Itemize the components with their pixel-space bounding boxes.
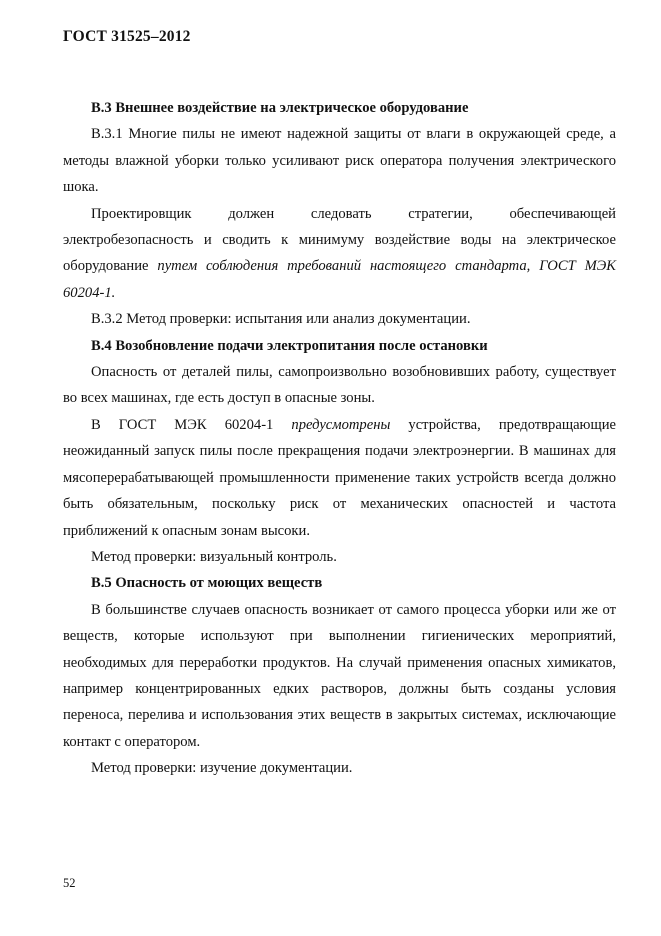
clause-b3-2: В.3.2 Метод проверки: испытания или анализ документации.: [91, 311, 471, 328]
method-b4: Метод проверки: визуальный контроль.: [91, 548, 337, 565]
section-b5-heading: В.5 Опасность от моющих веществ: [91, 575, 323, 592]
paragraph-b4-2-italic: предусмотрены: [291, 416, 391, 433]
method-b5: Метод проверки: изучение документации.: [91, 760, 353, 777]
page-number: 52: [63, 876, 76, 890]
clause-b3-1: В.3.1 Многие пилы не имеют надежной защиты от влаги в окружающей среде, а методы влажной уборки только усиливают риск оператора получения электрического шока.: [63, 126, 616, 196]
paragraph-b3-designer-italic: путем соблюдения требований настоящего стандарта, ГОСТ МЭК 60204-1.: [63, 258, 616, 301]
paragraph-b4-1: Опасность от деталей пилы, самопроизвольно возобновивших работу, существует во всех машинах, где есть доступ в опасные зоны.: [63, 364, 616, 407]
document-header: ГОСТ 31525–2012: [63, 28, 191, 45]
paragraph-b4-2-end: устройства, предотвращающие неожиданный запуск пилы после прекращения подачи электроэнергии. В машинах для мясоперерабатывающей промышленности применение таких устройств всегда должно быть обязательным, поскольку риск от механических опасностей и частота приближений к опасным зонам высоки.: [63, 416, 616, 539]
paragraph-b3-designer: [63, 201, 616, 307]
paragraph-b3-designer-text: Проектировщик должен следовать стратегии, обеспечивающей электробезопасность и сводить к минимуму воздействие воды на электрическое оборудование: [63, 205, 616, 275]
paragraph-b4-2-start: В ГОСТ МЭК 60204-1: [91, 416, 292, 433]
section-b4-heading: В.4 Возобновление подачи электропитания после остановки: [91, 337, 488, 354]
document-body: [63, 95, 616, 782]
paragraph-b4-2: [63, 412, 616, 544]
paragraph-b5-1: В большинстве случаев опасность возникает от самого процесса уборки или же от веществ, которые используют при выполнении гигиенических мероприятий, необходимых для переработки продуктов. На случай применения опасных химикатов, например концентрированных едких растворов, должны быть созданы условия переноса, перелива и использования этих веществ в закрытых системах, исключающие контакт с оператором.: [63, 601, 616, 750]
section-b3-heading: В.3 Внешнее воздействие на электрическое оборудование: [91, 100, 469, 116]
